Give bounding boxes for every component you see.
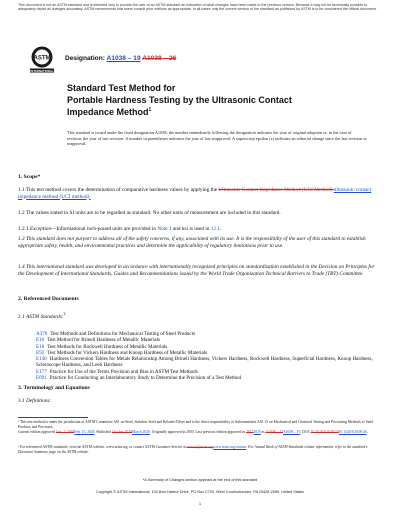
- reference-title: Test Methods for Rockwell Hardness of Metallic Materials: [47, 343, 168, 350]
- section-2-1-num: 2.1: [18, 313, 26, 320]
- reference-list: [18, 331, 382, 381]
- reference-code[interactable]: A370: [36, 331, 48, 337]
- para-1-2-1-end: .: [220, 226, 222, 232]
- edition-text: . Originally approved in 2005. Last previous edition approved in: [149, 430, 246, 434]
- astm-standards-label: ASTM Standards:: [25, 313, 64, 320]
- title-line-2: [67, 107, 151, 117]
- edition-text: Current edition approved: [18, 430, 56, 434]
- section-2-1: [18, 311, 382, 320]
- reference-code[interactable]: E10: [36, 337, 45, 344]
- svg-text:ASTM: ASTM: [33, 55, 51, 62]
- reference-item: [18, 356, 382, 369]
- page-number: 1: [198, 501, 202, 506]
- title-line-2-text: Impedance Method: [67, 107, 149, 117]
- edition-text: as: [260, 430, 266, 434]
- section-3-heading: 3. Terminology and Equations: [18, 385, 90, 391]
- issue-note: This standard is issued under the fixed designation A1038; the number immediately following the designation indicates the year of original adoption or, in the case of revision, the year of last revision. A number in parentheses indicates the year of last reapproval. A superscript epsilon (ε) indicates an editorial change since the last revision or reapproval.: [67, 130, 367, 147]
- reference-code[interactable]: E92: [36, 349, 45, 356]
- section-3-1-num: 3.1: [18, 398, 26, 404]
- footnote-divider: [18, 417, 88, 418]
- summary-of-changes-note: *A Summary of Changes section appears at the end of this standard: [142, 478, 258, 482]
- reference-code[interactable]: E177: [36, 368, 47, 375]
- para-1-4: 1.4 This international standard was developed in accordance with internationally recognized principles on standardization established in the Decision on Principles for the Development of International Standards, Guides and Recommendations issued by the World Trade Organization Technical Barriers to Trade (TBT) Committee.: [18, 264, 375, 277]
- reference-title: Test Method for Brinell Hardness of Metallic Materials: [47, 337, 160, 344]
- designation-current: A1038 – 19: [106, 55, 141, 62]
- designation-prefix: Designation:: [65, 55, 105, 62]
- para-1-1-text: 1.1 This test method covers the determination of comparative hardness values by applying the: [18, 187, 219, 193]
- designation-previous: A1038 – 26: [142, 55, 177, 62]
- exception-label: Exception: [29, 226, 52, 232]
- section-3-1: [18, 398, 382, 405]
- para-1-1: [18, 187, 382, 200]
- section-12-1-link[interactable]: 12.1: [210, 226, 221, 232]
- edition-text: .: [366, 430, 368, 434]
- reference-title: Hardness Conversion Tables for Metals Relationship Among Brinell Hardness, Vickers Hardness, Rockwell Hardness, Superficial Hardness, Knoop Hardness, Scleroscope Hardness, and Leeb Hardness: [36, 356, 373, 369]
- definitions-label: Definitions:: [25, 398, 52, 404]
- reference-code[interactable]: E140: [36, 356, 47, 363]
- para-1-2-1-text-2: and ksi is used in: [171, 226, 211, 232]
- footnote-1-edition: [18, 430, 382, 435]
- logo-wordmark: INTERNATIONAL: [30, 69, 54, 73]
- reference-item: [18, 375, 382, 381]
- section-1-heading: 1. Scope*: [18, 174, 41, 180]
- title-type: Standard Test Method for: [67, 83, 176, 93]
- footnote-2-text-2: . For Annual Book of ASTM Standards volume information, refer to the standard's Document Summary page on the ASTM website.: [18, 445, 368, 454]
- note-1-link[interactable]: Note 1: [157, 226, 172, 232]
- title-footnote-ref: 1: [148, 107, 152, 113]
- deleted-text: A1038 – 17: [265, 430, 283, 434]
- title-line-1: Portable Hardness Testing by the Ultrasonic Contact: [67, 95, 292, 105]
- para-1-2-1-text: —Informational inch-pound units are provided in: [51, 226, 158, 232]
- footnote-2-text: ² For referenced ASTM standards, visit the ASTM website, www.astm.org, or contact ASTM Customer Service at: [18, 445, 187, 449]
- para-1-3: 1.3 This standard does not purport to address all of the safety concerns, if any, associated with its use. It is the responsibility of the user of this standard to establish appropriate safety, health, and environmental practices and determine the applicability of regulatory limitations prior to use.: [18, 236, 366, 249]
- footnote-2-ref: 2: [63, 312, 66, 316]
- footnote-1: ¹ This test method is under the jurisdiction of ASTM Committee A01 on Steel, Stainless Steel and Related Alloys and is the direct responsibility of Subcommittee A01.13 on Mechanical and Chemical Testing and Processing Methods of Steel Products and Processes.: [18, 420, 374, 429]
- deleted-text: October 2019: [111, 430, 133, 434]
- designation: [65, 55, 176, 62]
- deleted-text: 2017: [246, 430, 254, 434]
- reference-title: Practice for Conducting an Interlaboratory Study to Determine the Precision of a Test Method: [49, 375, 241, 382]
- footnote-2: [18, 445, 382, 454]
- deleted-text: Oct. 1, 2019: [56, 430, 75, 434]
- section-2-heading: 2. Referenced Documents: [18, 296, 79, 302]
- para-1-2-1: [18, 226, 382, 233]
- inserted-text: ultrasonic contact impedance method (UCI method).: [18, 187, 372, 200]
- inserted-text: 2019: [253, 430, 261, 434]
- reference-code[interactable]: E18: [36, 343, 45, 350]
- inserted-text: March 2026: [132, 430, 150, 434]
- para-1-2: 1.2 The values stated in SI units are to be regarded as standard. No other units of measurement are included in this standard.: [18, 210, 281, 216]
- inserted-text: 10.1520/A1038-26: [338, 430, 367, 434]
- reference-title: Test Methods and Definitions for Mechanical Testing of Steel Products: [50, 331, 196, 337]
- edition-text: . DOI:: [300, 430, 311, 434]
- inserted-text[interactable]: www.astm.org/contact: [213, 445, 247, 449]
- para-1-2-1-num: 1.2.1: [18, 226, 30, 232]
- inserted-text: Feb. 15, 2026: [74, 430, 95, 434]
- deleted-text: Ultrasonic Contact Impedance Method (UCI Method).: [218, 187, 334, 193]
- reference-code[interactable]: E691: [36, 375, 47, 382]
- reference-title: Practice for Use of the Terms Precision and Bias in ASTM Test Methods: [49, 368, 198, 375]
- deleted-text: 10.1520/A1038-19: [310, 430, 339, 434]
- deleted-text: service@astm.org: [186, 445, 214, 449]
- redline-notice: This document is not an ASTM standard and is intended only to provide the user of an ASTM standard an indication of what changes have been made to the previous version. Because it may not be technically possible to adequately depict all changes accurately, ASTM recommends that users consult prior editions as appropriate. In all cases only the current version of the standard as published by ASTM is to be considered the official document.: [18, 3, 377, 12]
- inserted-text: A1038 – 19: [282, 430, 301, 434]
- edition-text: . Published: [94, 430, 112, 434]
- copyright-line: Copyright © ASTM International, 100 Barr Harbor Drive, PO Box C700, West Conshohocken, PA 19428-2959. United States: [95, 490, 304, 494]
- reference-title: Test Methods for Vickers Hardness and Knoop Hardness of Metallic Materials: [47, 349, 208, 356]
